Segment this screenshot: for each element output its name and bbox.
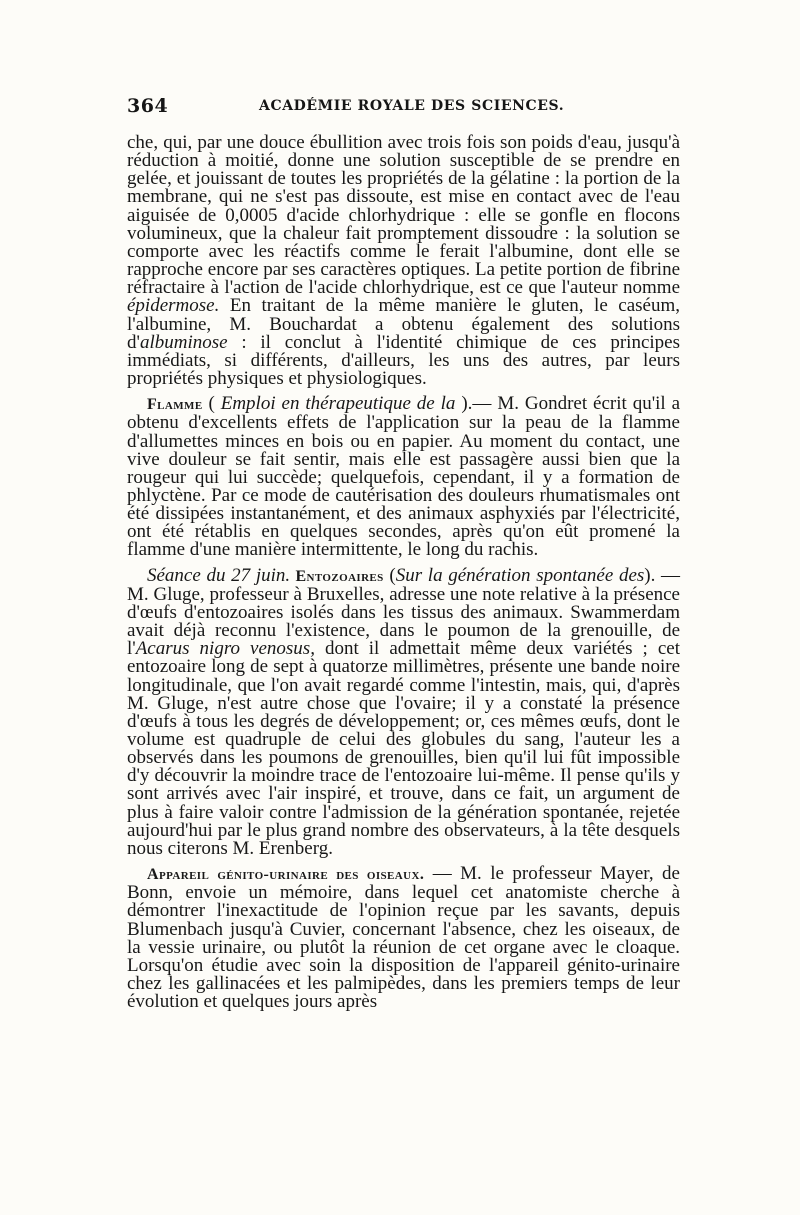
entry-entozoaires — [127, 564, 681, 859]
entry-text: — M. le professeur Mayer, de Bonn, envoie un mémoire, dans lequel cet anatomiste cherche à démontrer l'inexactitude de l'opinion reçue par les savants, depuis Blumenbach jusqu'à Cuvier, concernant l'absence, chez les oiseaux, de la vessie urinaire, ou plutôt la réunion de cet organe avec le cloaque. Lorsqu'on étudie avec soin la disposition de l'appareil génito-urinaire chez les gallinacées et les palmipèdes, dans les premiers temps de leur évolution et quelques jours après — [127, 863, 680, 1013]
session-date: Séance du 27 juin. — [147, 564, 291, 586]
paragraph-text: che, qui, par une douce ébullition avec trois fois son poids d'eau, jusqu'à réduction à moitié, donne une solution susceptible de se prendre en gelée, et jouissant de toutes les propriétés de la gélatine : la portion de la membrane, qui ne s'est pas dissoute, est mise en contact avec de l'eau aiguisée de 0,0005 d'acide chlorhydrique : elle se gonfle en flocons volumineux, que la chaleur fait promptement dissoudre : la solution se comporte avec les réactifs comme le ferait l'albumine, dont elle se rapproche encore par ses caractères optiques. La petite portion de fibrine réfractaire à l'action de l'acide chlorhydrique, est ce que l'auteur nomme — [127, 132, 680, 299]
page-header — [127, 95, 692, 127]
entry-flamme — [127, 395, 680, 559]
paragraph-text: : il conclut à l'identité chimique de ces principes immédiats, si différents, d'ailleurs, les uns des autres, par leurs propriétés physiques et physiologiques. — [127, 331, 680, 390]
entry-appareil — [127, 865, 680, 1011]
entry-title: Appareil génito-urinaire des oiseaux. — [147, 866, 425, 884]
entry-subtitle: Emploi en thérapeutique de la — [220, 393, 456, 415]
italic-term: albuminose — [139, 331, 228, 353]
entry-subtitle: Sur la génération spontanée des — [395, 564, 645, 586]
entry-text: dont il admettait même deux variétés ; cet entozoaire long de sept à quatorze millimètres, présente une bande noire longitudinale, que l'on avait regardé comme l'intestin, mais, qui, d'après M. Gluge, n'est autre chose que l'ovaire; il y a constaté la présence d'œufs à tous les degrés de développement; or, ces mêmes œufs, dont le volume est quadruple de celui des globules du sang, l'auteur les a observés dans les poumons de grenouilles, bien qu'il lui fût impossible d'y découvrir la moindre trace de l'entozoaire lui-même. Il pense qu'ils y sont arrivés avec l'air inspiré, et trouve, dans ce fait, un argument de plus à faire valoir contre l'admission de la génération spontanée, rejetée aujourd'hui par le plus grand nombre des observateurs, à la tête desquels nous citerons M. Erenberg. — [127, 638, 681, 859]
entry-title: Flamme — [147, 396, 203, 414]
entry-punctuation: ( — [383, 564, 396, 586]
entry-punctuation: ( — [202, 393, 221, 415]
entry-title: Entozoaires — [290, 567, 384, 585]
entry-text: ).— M. Gondret écrit qu'il a obtenu d'excellents effets de l'application sur la peau de la flamme d'allumettes minces en bois ou en papier. Au moment du contact, une vive douleur se fait sentir, mais elle est passagère aussi bien que la rougeur qui lui succède; quelquefois, cependant, il y a formation de phlyctène. Par ce mode de cautérisation des douleurs rhumatismales ont été dissipées instantanément, et des animaux asphyxiés par l'électricité, ont été rétablis en quelques secondes, après qu'on eût promené la flamme d'une manière intermittente, le long du rachis. — [127, 393, 681, 561]
page-body — [127, 134, 680, 1011]
paragraph-continuation — [127, 134, 680, 388]
entry-text: ). — M. Gluge, professeur à Bruxelles, adresse une note relative à la présence d'œufs d'entozoaires isolés dans les tissus des animaux. Swammerdam avait déjà reconnu l'existence, dans le poumon de la grenouille, de l' — [127, 564, 681, 660]
italic-term: épidermose. — [127, 295, 220, 317]
page-number: 364 — [127, 95, 169, 117]
species-name: Acarus nigro venosus, — [135, 638, 315, 660]
paragraph-text: En traitant de la même manière le gluten, le caséum, l'albumine, M. Bouchardat a obtenu également des solutions d' — [127, 295, 680, 353]
bleed-through-area — [130, 1168, 680, 1169]
running-title: ACADÉMIE ROYALE DES SCIENCES. — [259, 98, 565, 114]
